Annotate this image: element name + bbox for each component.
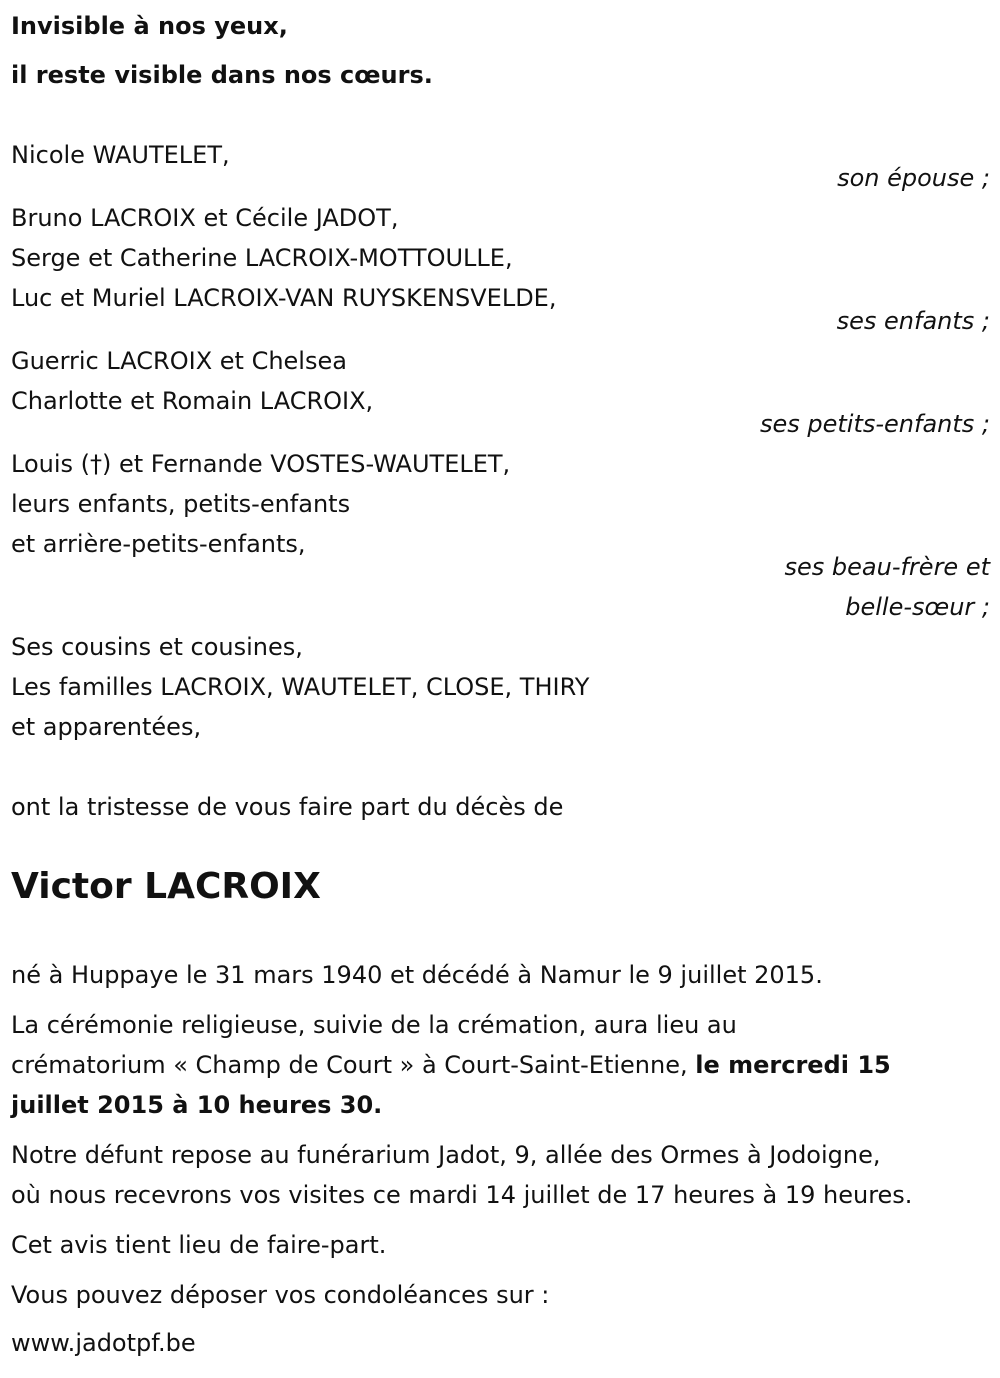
spouse-role: son épouse ; xyxy=(837,164,990,192)
condolences-text: Vous pouvez déposer vos condoléances sur : xyxy=(11,1281,550,1309)
grandchildren-role: ses petits-enfants ; xyxy=(759,410,990,438)
child-line: Serge et Catherine LACROIX-MOTTOULLE, xyxy=(11,244,513,272)
spouse-name: Nicole WAUTELET, xyxy=(11,141,230,169)
ceremony-line xyxy=(11,1045,891,1085)
website-link[interactable]: www.jadotpf.be xyxy=(11,1329,196,1357)
ceremony-date: le mercredi 15 xyxy=(695,1051,891,1079)
inlaws-role-line: ses beau-frère et xyxy=(784,553,990,581)
grandchild-line: Charlotte et Romain LACROIX, xyxy=(11,387,374,415)
ceremony-location: crématorium « Champ de Court » à Court-Saint-Etienne, xyxy=(11,1051,696,1079)
announcement-text: ont la tristesse de vous faire part du décès de xyxy=(11,793,564,821)
birth-death-line: né à Huppaye le 31 mars 1940 et décédé à Namur le 9 juillet 2015. xyxy=(11,961,823,989)
notice-text: Cet avis tient lieu de faire-part. xyxy=(11,1231,387,1259)
grandchild-line: Guerric LACROIX et Chelsea xyxy=(11,347,347,375)
relatives-line: Ses cousins et cousines, xyxy=(11,633,303,661)
child-line: Luc et Muriel LACROIX-VAN RUYSKENSVELDE, xyxy=(11,284,557,312)
inlaw-line: et arrière-petits-enfants, xyxy=(11,530,306,558)
children-role: ses enfants ; xyxy=(836,307,990,335)
relatives-line: Les familles LACROIX, WAUTELET, CLOSE, THIRY xyxy=(11,673,590,701)
deceased-name: Victor LACROIX xyxy=(11,866,321,907)
visit-line: Notre défunt repose au funérarium Jadot, 9, allée des Ormes à Jodoigne, xyxy=(11,1141,881,1169)
relatives-line: et apparentées, xyxy=(11,713,202,741)
inlaws-role-line: belle-sœur ; xyxy=(845,593,990,621)
visit-line: où nous recevrons vos visites ce mardi 14 juillet de 17 heures à 19 heures. xyxy=(11,1181,913,1209)
quote-line-1: Invisible à nos yeux, xyxy=(11,12,288,40)
child-line: Bruno LACROIX et Cécile JADOT, xyxy=(11,204,399,232)
inlaw-line: leurs enfants, petits-enfants xyxy=(11,490,351,518)
ceremony-time: juillet 2015 à 10 heures 30. xyxy=(11,1091,383,1119)
quote-line-2: il reste visible dans nos cœurs. xyxy=(11,61,433,89)
ceremony-line: La cérémonie religieuse, suivie de la crémation, aura lieu au xyxy=(11,1011,737,1039)
inlaw-line: Louis (†) et Fernande VOSTES-WAUTELET, xyxy=(11,450,511,478)
